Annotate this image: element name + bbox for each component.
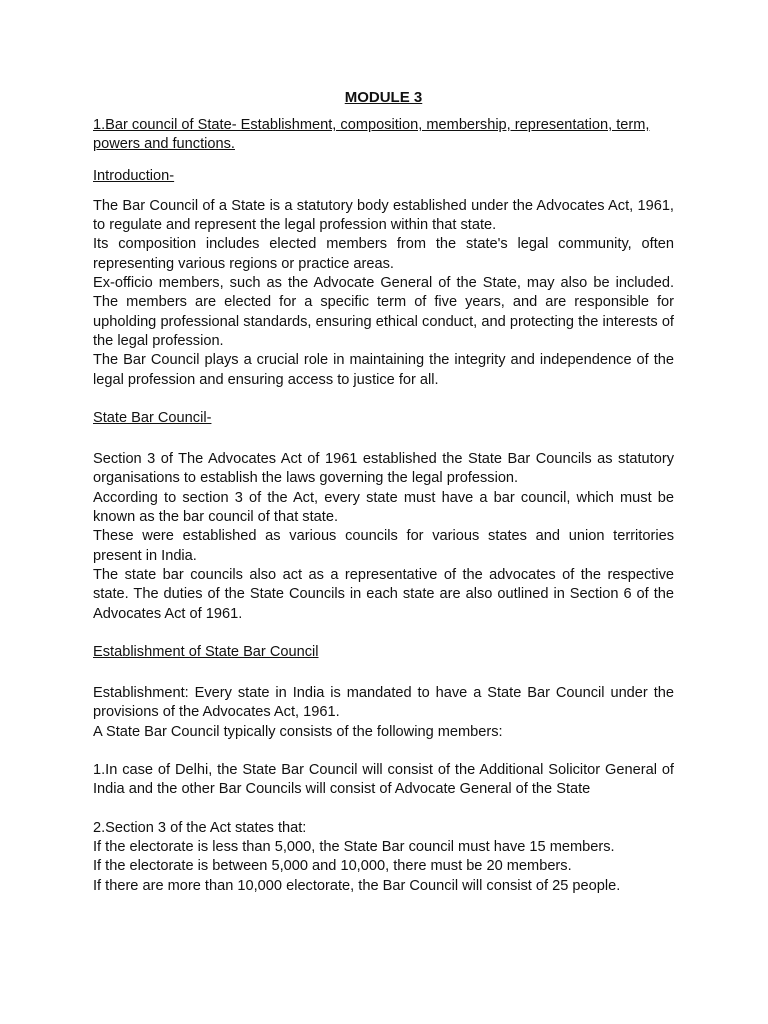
spacer bbox=[93, 624, 674, 643]
spacer bbox=[93, 800, 674, 819]
point-2-line: 2.Section 3 of the Act states that: bbox=[93, 819, 307, 836]
state-bar-council-body bbox=[93, 450, 674, 624]
intro-body bbox=[93, 197, 674, 390]
state-bar-council-heading: State Bar Council- bbox=[93, 409, 212, 426]
state-paragraph: Section 3 of The Advocates Act of 1961 established the State Bar Councils as statutory organisations to establish the laws governing the legal profession. bbox=[93, 451, 674, 487]
intro-heading: Introduction- bbox=[93, 167, 175, 184]
establishment-paragraph: Establishment: Every state in India is mandated to have a State Bar Council under the provisions of the Advocates Act, 1961. bbox=[93, 685, 674, 721]
state-paragraph: According to section 3 of the Act, every state must have a bar council, which must be known as the bar council of that state. bbox=[93, 489, 674, 526]
spacer bbox=[93, 390, 674, 409]
spacer bbox=[93, 673, 674, 684]
intro-paragraph: Its composition includes elected members from the state's legal community, often representing various regions or practice areas. bbox=[93, 236, 674, 272]
intro-paragraph: Ex-officio members, such as the Advocate General of the State, may also be included. The members are elected for a specific term of five years, and are responsible for upholding professional standards, ensuring ethical conduct, and protecting the interests of the legal profession. bbox=[93, 275, 674, 349]
point-2 bbox=[93, 819, 674, 896]
section-subtitle: 1.Bar council of State- Establishment, composition, membership, representation, term, powers and functions. bbox=[93, 117, 650, 153]
establishment-body bbox=[93, 684, 674, 742]
establishment-heading: Establishment of State Bar Council bbox=[93, 643, 319, 660]
establishment-paragraph: A State Bar Council typically consists of the following members: bbox=[93, 723, 503, 740]
intro-paragraph: The Bar Council of a State is a statutory body established under the Advocates Act, 1961, to regulate and represent the legal profession within that state. bbox=[93, 197, 674, 234]
point-2-line: If the electorate is between 5,000 and 10,000, there must be 20 members. bbox=[93, 858, 572, 875]
point-2-line: If there are more than 10,000 electorate, the Bar Council will consist of 25 people. bbox=[93, 877, 621, 894]
page-title: MODULE 3 bbox=[344, 89, 423, 106]
document-page bbox=[93, 88, 674, 896]
spacer bbox=[93, 742, 674, 761]
intro-paragraph: The Bar Council plays a crucial role in maintaining the integrity and independence of the legal profession and ensuring access to justice for all. bbox=[93, 352, 674, 388]
point-2-line: If the electorate is less than 5,000, the State Bar council must have 15 members. bbox=[93, 838, 615, 855]
point-1: 1.In case of Delhi, the State Bar Council will consist of the Additional Solicitor General of India and the other Bar Councils will consist of Advocate General of the State bbox=[93, 762, 674, 798]
state-paragraph: The state bar councils also act as a representative of the advocates of the respective state. The duties of the State Councils in each state are also outlined in Section 6 of the Advocates Act of 1961. bbox=[93, 566, 674, 622]
state-paragraph: These were established as various councils for various states and union territories present in India. bbox=[93, 528, 674, 564]
spacer bbox=[93, 439, 674, 450]
